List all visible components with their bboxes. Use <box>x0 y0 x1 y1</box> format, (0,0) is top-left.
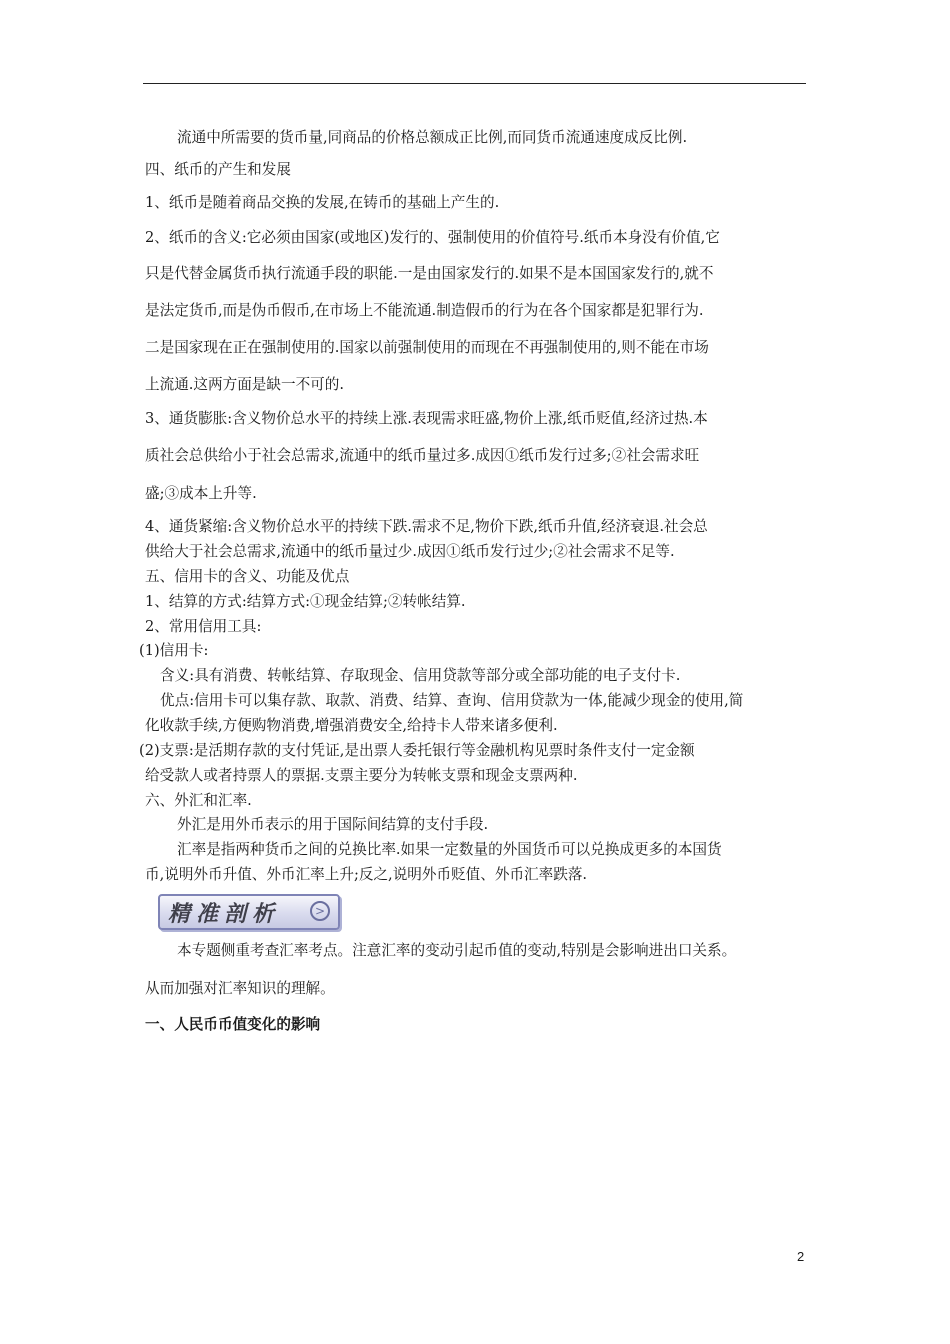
heading-paper-money: 四、纸币的产生和发展 <box>145 161 291 178</box>
credit-card-subheading: (1)信用卡: <box>139 642 209 659</box>
item-2-line5: 上流通.这两方面是缺一不可的. <box>145 376 344 393</box>
badge-label: 精准剖析 <box>168 900 281 927</box>
item-1: 1、纸币是随着商品交换的发展,在铸币的基础上产生的. <box>145 194 500 211</box>
header-rule <box>143 83 806 84</box>
heading-rmb-impact: 一、人民币币值变化的影响 <box>145 1016 321 1033</box>
item-3-line2: 质社会总供给小于社会总需求,流通中的纸币量过多.成因①纸币发行过多;②社会需求旺 <box>145 447 700 464</box>
para-circulation: 流通中所需要的货币量,同商品的价格总额成正比例,而同货币流通速度成反比例. <box>177 129 688 146</box>
item-4-line1: 4、通货紧缩:含义物价总水平的持续下跌.需求不足,物价下跌,纸币升值,经济衰退.社会总 <box>145 518 708 535</box>
exchange-rate-line1: 汇率是指两种货币之间的兑换比率.如果一定数量的外国货币可以兑换成更多的本国货 <box>177 841 722 858</box>
item-2-line4: 二是国家现在正在强制使用的.国家以前强制使用的而现在不再强制使用的,则不能在市场 <box>145 339 709 356</box>
settlement-item: 1、结算的方式:结算方式:①现金结算;②转帐结算. <box>145 593 466 610</box>
item-4-line2: 供给大于社会总需求,流通中的纸币量过少.成因①纸币发行过少;②社会需求不足等. <box>145 543 675 560</box>
arrow-right-icon: > <box>310 901 330 921</box>
cheque-line2: 给受款人或者持票人的票据.支票主要分为转帐支票和现金支票两种. <box>145 767 578 784</box>
heading-forex: 六、外汇和汇率. <box>145 792 252 809</box>
item-2-line2: 只是代替金属货币执行流通手段的职能.一是由国家发行的.如果不是本国国家发行的,就不 <box>145 265 714 282</box>
analysis-line1: 本专题侧重考查汇率考点。注意汇率的变动引起币值的变动,特别是会影响进出口关系。 <box>177 942 737 959</box>
exchange-rate-line2: 币,说明外币升值、外币汇率上升;反之,说明外币贬值、外币汇率跌落. <box>145 866 588 883</box>
precise-analysis-badge <box>158 894 340 930</box>
page-number: 2 <box>797 1249 805 1264</box>
item-2-line1: 2、纸币的含义:它必须由国家(或地区)发行的、强制使用的价值符号.纸币本身没有价值,它 <box>145 229 720 246</box>
analysis-line2: 从而加强对汇率知识的理解。 <box>145 980 335 997</box>
forex-definition: 外汇是用外币表示的用于国际间结算的支付手段. <box>177 816 489 833</box>
credit-card-advantage-line1: 优点:信用卡可以集存款、取款、消费、结算、查询、信用贷款为一体,能减少现金的使用,简 <box>160 692 744 709</box>
credit-card-advantage-line2: 化收款手续,方便购物消费,增强消费安全,给持卡人带来诸多便利. <box>145 717 558 734</box>
item-3-line1: 3、通货膨胀:含义物价总水平的持续上涨.表现需求旺盛,物价上涨,纸币贬值,经济过热.本 <box>145 410 708 427</box>
credit-tools-item: 2、常用信用工具: <box>145 618 262 635</box>
item-3-line3: 盛;③成本上升等. <box>145 485 257 502</box>
cheque-line1: (2)支票:是活期存款的支付凭证,是出票人委托银行等金融机构见票时条件支付一定金额 <box>139 742 695 759</box>
item-2-line3: 是法定货币,而是伪币假币,在市场上不能流通.制造假币的行为在各个国家都是犯罪行为. <box>145 302 704 319</box>
heading-credit-card: 五、信用卡的含义、功能及优点 <box>145 568 350 585</box>
credit-card-meaning: 含义:具有消费、转帐结算、存取现金、信用贷款等部分或全部功能的电子支付卡. <box>160 667 681 684</box>
